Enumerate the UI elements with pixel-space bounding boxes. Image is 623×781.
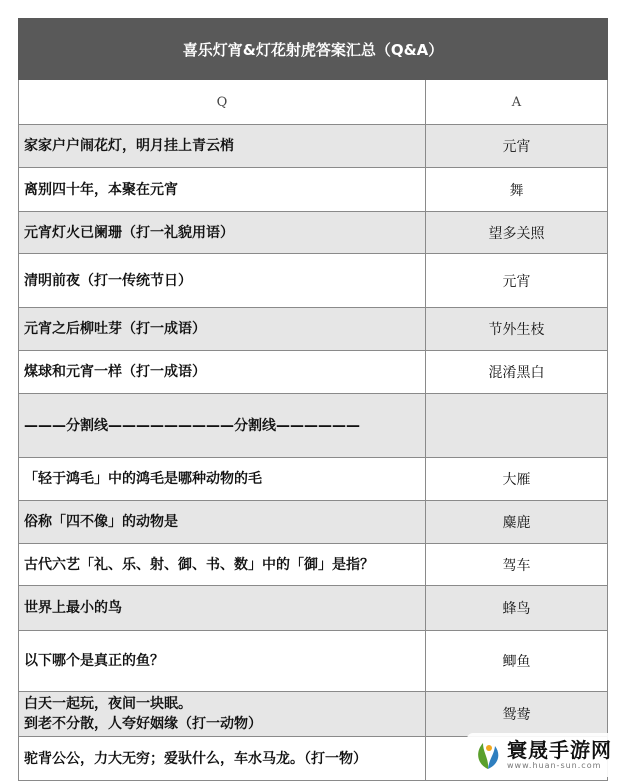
question-cell: 俗称「四不像」的动物是 [19, 501, 426, 544]
question-cell: 驼背公公，力大无穷；爱驮什么，车水马龙。（打一物） [19, 737, 426, 781]
question-cell: 白天一起玩，夜间一块眠。 到老不分散，人夸好姻缘（打一动物） [19, 692, 426, 737]
watermark-text [507, 739, 612, 771]
table-row [19, 631, 608, 692]
question-cell: 「轻于鸿毛」中的鸿毛是哪种动物的毛 [19, 458, 426, 501]
answer-cell: 舞 [426, 168, 608, 212]
leaf-logo-icon [471, 738, 505, 772]
table-row [19, 692, 608, 737]
question-cell: 离别四十年，本聚在元宵 [19, 168, 426, 212]
answer-cell: 蜂鸟 [426, 586, 608, 631]
qa-table-container [18, 18, 607, 781]
header-a: A [426, 80, 608, 125]
question-cell: 煤球和元宵一样（打一成语） [19, 351, 426, 394]
table-row [19, 501, 608, 544]
question-cell: 以下哪个是真正的鱼？ [19, 631, 426, 692]
answer-cell: 混淆黑白 [426, 351, 608, 394]
site-watermark [467, 733, 617, 777]
title-row [19, 19, 608, 80]
answer-cell: 元宵 [426, 254, 608, 308]
table-row [19, 308, 608, 351]
qa-table [18, 18, 608, 781]
question-cell: 古代六艺「礼、乐、射、御、书、数」中的「御」是指？ [19, 544, 426, 586]
answer-cell: 元宵 [426, 125, 608, 168]
answer-cell: 驾车 [426, 544, 608, 586]
question-cell: 元宵之后柳吐芽（打一成语） [19, 308, 426, 351]
table-title: 喜乐灯宵&灯花射虎答案汇总（Q&A） [19, 19, 608, 80]
watermark-name: 寰晟手游网 [507, 738, 612, 762]
answer-cell: 鲫鱼 [426, 631, 608, 692]
answer-cell: 节外生枝 [426, 308, 608, 351]
answer-cell: 大雁 [426, 458, 608, 501]
question-cell: 世界上最小的鸟 [19, 586, 426, 631]
table-row [19, 254, 608, 308]
table-row [19, 351, 608, 394]
header-q: Q [19, 80, 426, 125]
table-row [19, 544, 608, 586]
answer-cell: 望多关照 [426, 212, 608, 254]
question-cell: 家家户户闹花灯，明月挂上青云梢 [19, 125, 426, 168]
question-cell: 清明前夜（打一传统节日） [19, 254, 426, 308]
answer-cell: 麋鹿 [426, 501, 608, 544]
table-row [19, 458, 608, 501]
answer-cell [426, 394, 608, 458]
question-cell: 元宵灯火已阑珊（打一礼貌用语） [19, 212, 426, 254]
table-row [19, 212, 608, 254]
table-row [19, 125, 608, 168]
divider-cell: ———分割线—————————分割线—————— [19, 394, 426, 458]
table-row [19, 168, 608, 212]
table-row [19, 586, 608, 631]
header-row [19, 80, 608, 125]
answer-cell: 鸳鸯 [426, 692, 608, 737]
watermark-url: www.huan-sun.com [507, 761, 602, 770]
divider-row [19, 394, 608, 458]
